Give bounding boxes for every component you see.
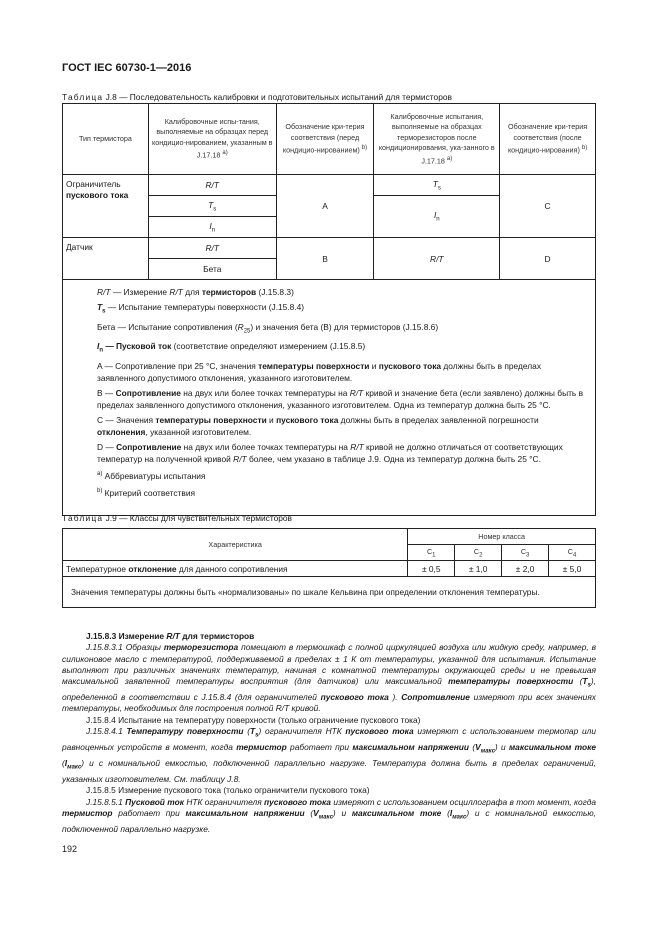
paragraph-j15831: J.15.8.3.1 Образцы терморезистора помещают в термошкаф с полной циркуляцией воздуха или жидкую среду, например, в силиконовое масло с температурой, поддерживаемой в пределах ± 1 К от температуры, указанной для испытания. Испытание выполняют при различных значениях температур, начиная с комнатной температуры окружающей среды и не превышая максимальной заявленной температуры восприятия (для датчиков) или максимальной температуры поверхности $(T_s)$, определенной в соответствии с J.15.8.4 (для ограничителей пускового тока ). Сопротивление измеряют при всех значениях температуры, необходимых для построения полной R/T кривой. xyxy=(62,642,596,714)
note-beta: Бета — Испытание сопротивления $(R_{25})$ и значения бета (B) для термисторов (J.15.8.6) xyxy=(97,321,439,335)
cell-sensor-rt-after: R/T xyxy=(374,238,500,280)
cell-ts-after: $T_s$ xyxy=(374,175,500,196)
cell-c2-value: ± 1,0 xyxy=(455,561,502,577)
paragraph-j1584: J.15.8.4 Испытание на температуру поверхности (только ограничение пускового тока) xyxy=(86,714,421,725)
table-j8-caption: Таблица J.8 — Последовательность калибровки и подготовительных испытаний для термисторов xyxy=(62,92,452,102)
header-criterion-after: Обозначение кри-терия соответствия (после кондицио-нирования) $^{b)}$ xyxy=(500,104,596,175)
cell-criterion-b: B xyxy=(276,238,374,280)
table-j9 xyxy=(62,528,596,608)
body-text xyxy=(62,631,596,835)
header-c3: $C_3$ xyxy=(502,545,549,561)
header-calibration-before: Калибровочные испы-тания, выполняемые на образцах перед кондицио-нированием, указанным в J.17.18 $^{a)}$ xyxy=(148,104,276,175)
row-limiter-type: Ограничитель пускового тока xyxy=(63,175,149,238)
cell-ts: $T_s$ xyxy=(148,196,276,217)
note-a: A — Сопротивление при 25 °C, значения температуры поверхности и пускового тока должны быть в пределах заявленного допустимого отклонения, указанного изготовителем. xyxy=(97,361,542,384)
cell-criterion-a: A xyxy=(276,175,374,238)
note-ts: $T_s$ — Испытание температуры поверхности (J.15.8.4) xyxy=(97,302,305,315)
cell-sensor-rt: R/T xyxy=(148,238,276,259)
table-j9-caption: Таблица J.9 — Классы для чувствительных термисторов xyxy=(62,513,292,523)
header-c2: $C_2$ xyxy=(455,545,502,561)
note-d: D — Сопротивление на двух или более точках температуры на R/T кривой не должно отличаться от соответствующих температур на полученной кривой R/T более, чем указано в таблице J.9. Одна из температур должна быть 25 °C. xyxy=(97,442,563,465)
header-calibration-after: Калибровочные испытания, выполняемые на образцах терморезисторов после кондиционирования, ука-занного в J.17.18 $^{a)}$ xyxy=(374,104,500,175)
header-thermistor-type: Тип термистора xyxy=(63,104,149,175)
document-header: ГОСТ IEC 60730-1—2016 xyxy=(62,62,192,74)
footnote-a: $^{a)}$ Аббревиатуры испытания xyxy=(97,470,206,481)
cell-rt: R/T xyxy=(148,175,276,196)
note-c: C — Значения температуры поверхности и пускового тока должны быть в пределах заявленной погрешности отклонения, указанной изготовителем. xyxy=(97,415,539,438)
note-in: $I_n$ — Пусковой ток (соответствие определяют измерением (J.15.8.5) xyxy=(97,341,366,355)
cell-c3-value: ± 2,0 xyxy=(502,561,549,577)
cell-beta: Бета xyxy=(148,259,276,280)
paragraph-j15851: J.15.8.5.1 Пусковой ток НТК ограничителя пускового тока измеряют с использованием осциллографа в тот момент, когда термистор работает при максимальном напряжении $(V_{макс})$ и максимальном токе $(I_{макс})$ и с номинальной емкостью, подключенной параллельно нагрузке. xyxy=(62,796,596,834)
cell-c1-value: ± 0,5 xyxy=(408,561,455,577)
header-c4: $C_4$ xyxy=(549,545,596,561)
header-c1: $C_1$ xyxy=(408,545,455,561)
header-characteristic: Характеристика xyxy=(63,529,408,561)
cell-criterion-c: C xyxy=(500,175,596,238)
row-sensor-type: Датчик xyxy=(63,238,149,280)
note-b: B — Сопротивление на двух или более точках температуры на R/T кривой и значение бета (если заявлено) должны быть в пределах заявленного допустимого отклонения, указанного изготовителем. Одна из температур должна быть 25 °C. xyxy=(97,388,584,411)
cell-in: $I_n$ xyxy=(148,217,276,238)
page-number: 192 xyxy=(62,844,78,854)
row-temperature-deviation: Температурное отклонение для данного сопротивления xyxy=(63,561,408,577)
note-rt: R/T — Измерение R/T для термисторов (J.15.8.3) xyxy=(97,287,294,297)
header-criterion-before: Обозначение кри-терия соответствия (перед кондицио-нированием) $^{b)}$ xyxy=(276,104,374,175)
table-j8-notes xyxy=(63,280,596,516)
paragraph-j1585: J.15.8.5 Измерение пускового тока (только ограничители пускового тока) xyxy=(86,785,370,796)
cell-criterion-d: D xyxy=(500,238,596,280)
table-j9-note: Значения температуры должны быть «нормализованы» по шкале Кельвина при определении отклонения температуры. xyxy=(63,577,596,608)
table-j8 xyxy=(62,103,596,516)
header-class-number: Номер класса xyxy=(408,529,596,545)
paragraph-j15841: J.15.8.4.1 Температуру поверхности $(T_s)$ ограничителя НТК пускового тока измеряют с использованием термопар или равноценных устройств в момент, когда термистор работает при максимальном напряжении $(V_{макс})$ и максимальном токе $(I_{макс})$ и с номинальной емкостью, подключенной параллельно нагрузке. Температура должна быть в пределах ограничений, указанных изготовителем. См. таблицу J.8. xyxy=(62,726,597,784)
cell-in-after: $I_n$ xyxy=(374,196,500,238)
footnote-b: $^{b)}$ Критерий соответствия xyxy=(97,487,196,498)
cell-c4-value: ± 5,0 xyxy=(549,561,596,577)
section-heading: J.15.8.3 Измерение R/T для термисторов xyxy=(86,631,255,641)
